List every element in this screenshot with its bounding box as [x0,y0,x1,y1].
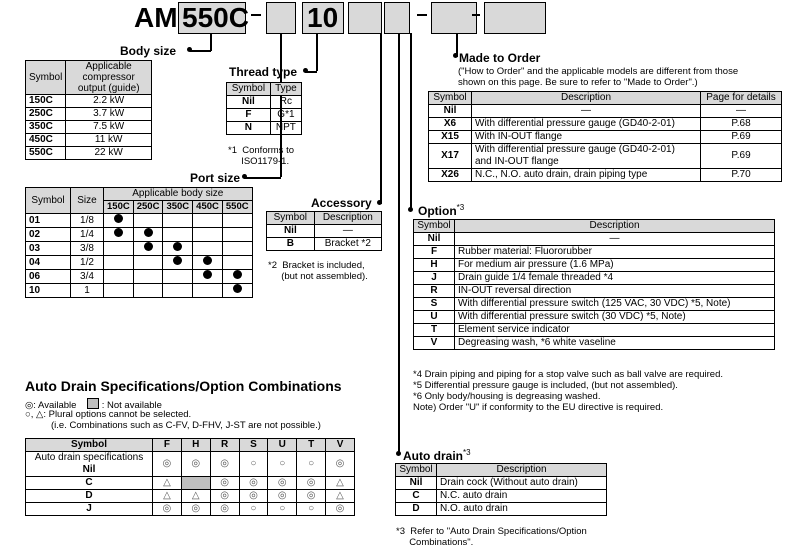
table-cell: Nil [429,105,472,118]
option-title [418,203,464,218]
connector-dot-autodrain [396,451,401,456]
option-note: Note) Order "U" if conformity to the EU directive is required. [413,402,664,413]
applicable-dot-icon [173,242,182,251]
connector-autodrain [398,33,400,455]
combination-cell: ◎ [153,503,182,516]
table-cell: With differential pressure switch (125 VAC, 30 VDC) *5, Note) [455,298,775,311]
table-cell [133,256,163,270]
combination-cell: ◎ [268,477,297,490]
combination-cell: ◎ [210,452,239,477]
connector-thread [316,33,318,71]
thread-type-title: Thread type [229,65,298,79]
table-row [26,452,355,477]
table-row [26,228,253,242]
col-header: Applicable compressor output (guide) [66,61,152,95]
applicable-dot-icon [233,284,242,293]
table-cell: Nil [227,96,271,109]
combination-cell: △ [326,477,355,490]
applicable-dot-icon [144,228,153,237]
table-cell: 2.2 kW [66,95,152,108]
table-row [26,490,355,503]
applicable-dot-icon [144,242,153,251]
table-cell [163,270,193,284]
applicable-dot-icon [114,214,123,223]
combination-cell: ◎ [181,452,210,477]
table-row [414,285,775,298]
accessory-note: *2 Bracket is included, (but not assembled). [268,260,368,282]
col-header: F [153,439,182,452]
table-cell [163,214,193,228]
table-cell: Element service indicator [455,324,775,337]
combination-cell: △ [181,490,210,503]
auto-drain-table [395,463,607,516]
table-row [26,270,253,284]
table-cell: X17 [429,144,472,169]
combination-cell: ◎ [210,477,239,490]
connector-dot-port [242,174,247,179]
combination-cell: ◎ [239,477,268,490]
table-cell [222,284,252,298]
table-cell: 550C [26,147,66,160]
port-size-table [25,187,253,298]
table-cell: Rubber material: Fluororubber [455,246,775,259]
combination-cell: ○ [239,452,268,477]
connector-accessory [380,33,382,203]
table-cell: B [267,238,315,251]
col-header: Size [71,188,104,214]
auto-drain-title [403,448,471,463]
table-cell: X6 [429,118,472,131]
table-cell [133,228,163,242]
table-cell [222,256,252,270]
table-cell: Drain cock (Without auto drain) [437,477,607,490]
option-note: *4 Drain piping and piping for a stop valve such as ball valve are required. [413,369,723,380]
table-cell [104,214,134,228]
row-label: Auto drain specifications [34,452,144,463]
table-cell: H [414,259,455,272]
model-body: 550C [182,2,249,33]
table-cell: G*1 [270,109,301,122]
combinations-legend-not-available: : Not available [101,400,162,411]
table-cell [193,214,223,228]
table-cell [104,228,134,242]
combinations-title: Auto Drain Specifications/Option Combinations [25,378,342,394]
table-cell [104,270,134,284]
table-cell: IN-OUT reversal direction [455,285,775,298]
accessory-title: Accessory [311,196,372,210]
table-cell [163,284,193,298]
table-cell [222,228,252,242]
combination-cell: ◎ [297,490,326,503]
connector-option [410,33,412,211]
option-notes [413,369,723,413]
col-header: Page for details [701,92,782,105]
table-row [414,324,775,337]
table-cell: N.C., N.O. auto drain, drain piping type [472,169,701,182]
body-col-header: 250C [133,201,163,214]
model-dash-1 [251,14,261,16]
applicable-dot-icon [203,270,212,279]
thread-type-table [226,82,302,135]
table-cell: 10 [26,284,71,298]
col-header: Description [437,464,607,477]
combination-cell: ○ [297,503,326,516]
body-col-header: 350C [163,201,193,214]
table-row [26,242,253,256]
table-cell [104,242,134,256]
option-note: *5 Differential pressure gauge is included, (but not assembled). [413,380,678,391]
table-cell: 03 [26,242,71,256]
model-dash-2 [417,14,427,16]
combination-cell [181,477,210,490]
accessory-table [266,211,382,251]
port-size-title: Port size [190,171,241,185]
table-cell [133,242,163,256]
table-cell [133,270,163,284]
table-cell: 3.7 kW [66,108,152,121]
table-cell: S [414,298,455,311]
table-cell [104,284,134,298]
combinations-legend-2: ○, △: Plural options cannot be selected. [25,409,192,420]
combination-cell: △ [326,490,355,503]
table-cell: 11 kW [66,134,152,147]
table-cell [26,490,153,503]
combination-cell: △ [153,477,182,490]
table-cell: X15 [429,131,472,144]
thread-type-box [266,2,296,34]
col-header: Symbol [429,92,472,105]
col-header: Symbol [267,212,315,225]
made-to-order-box [484,2,546,34]
table-cell: 1/2 [71,256,104,270]
combination-cell: ◎ [297,477,326,490]
table-cell [163,256,193,270]
table-cell [193,270,223,284]
table-cell: 1/8 [71,214,104,228]
table-cell [193,284,223,298]
table-cell: C [396,490,437,503]
option-title-sup: *3 [456,203,465,212]
combination-cell: △ [153,490,182,503]
table-cell: V [414,337,455,350]
combination-cell: ◎ [326,503,355,516]
table-cell: P.68 [701,118,782,131]
table-cell: — [455,233,775,246]
auto-drain-box [384,2,410,34]
body-size-table [25,60,152,160]
row-symbol: J [86,503,92,514]
table-cell [193,242,223,256]
connector-dot-thread [303,68,308,73]
table-row [26,284,253,298]
col-header: Description [455,220,775,233]
table-cell: F [227,109,271,122]
combination-cell: ◎ [210,503,239,516]
table-cell [222,214,252,228]
table-cell [26,452,153,477]
table-cell: With differential pressure switch (30 VDC) *5, Note) [455,311,775,324]
col-header: R [210,439,239,452]
table-row [414,246,775,259]
col-header: T [297,439,326,452]
table-cell: For medium air pressure (1.6 MPa) [455,259,775,272]
table-row [26,256,253,270]
combination-cell: ◎ [153,452,182,477]
table-cell: Drain guide 1/4 female threaded *4 [455,272,775,285]
table-cell: X26 [429,169,472,182]
connector-body [210,33,212,51]
table-row [414,233,775,246]
made-to-order-table [428,91,782,182]
table-cell: 04 [26,256,71,270]
auto-drain-title-text: Auto drain [403,449,463,463]
table-cell: 450C [26,134,66,147]
table-cell: With differential pressure gauge (GD40-2-01) [472,118,701,131]
model-port: 10 [307,2,339,33]
table-row [26,477,355,490]
table-cell: P.69 [701,144,782,169]
table-cell [222,270,252,284]
combinations-table [25,438,355,516]
col-header: V [326,439,355,452]
table-cell: Degreasing wash, *6 white vaseline [455,337,775,350]
not-available-swatch [87,398,99,409]
connector-body-h [190,50,211,52]
col-header: Symbol [26,188,71,214]
combination-cell: ◎ [326,452,355,477]
body-size-title: Body size [120,44,177,58]
col-header: Symbol [414,220,455,233]
combination-cell: ◎ [210,490,239,503]
table-cell: 3/8 [71,242,104,256]
table-cell: 150C [26,95,66,108]
applicable-dot-icon [173,256,182,265]
table-cell: D [396,503,437,516]
table-row [26,503,355,516]
combination-cell: ◎ [239,490,268,503]
combination-cell: ○ [268,503,297,516]
table-row [414,272,775,285]
table-cell: R [414,285,455,298]
option-table [413,219,775,350]
table-cell: Nil [414,233,455,246]
combinations-legend-available: ◎: Available [25,400,77,411]
accessory-box [348,2,382,34]
combination-cell: ○ [239,503,268,516]
table-cell: 22 kW [66,147,152,160]
table-cell: Rc [270,96,301,109]
table-cell: U [414,311,455,324]
combination-cell: ◎ [268,490,297,503]
table-cell: 350C [26,121,66,134]
row-symbol: Nil [82,464,96,475]
col-header: Type [270,83,301,96]
table-cell [26,503,153,516]
table-cell: T [414,324,455,337]
connector-dot-option [408,207,413,212]
table-cell: 3/4 [71,270,104,284]
option-box [431,2,477,34]
col-header: Description [472,92,701,105]
auto-drain-title-sup: *3 [463,448,471,457]
table-cell [104,256,134,270]
table-cell [26,477,153,490]
combinations-legend-3: (i.e. Combinations such as C-FV, D-FHV, J-ST are not possible.) [51,420,321,431]
table-row [414,259,775,272]
auto-drain-note: *3 Refer to "Auto Drain Specifications/Option Combinations". [396,526,587,548]
combination-cell: ◎ [181,503,210,516]
table-cell: 01 [26,214,71,228]
table-cell: N [227,122,271,135]
table-cell: NPT [270,122,301,135]
col-header: Description [314,212,381,225]
combination-cell: ○ [297,452,326,477]
table-cell: Bracket *2 [314,238,381,251]
connector-port-h [244,177,281,179]
table-cell [193,228,223,242]
row-symbol: C [85,477,93,488]
connector-dot-mto [453,53,458,58]
combination-cell: ○ [268,452,297,477]
col-header: U [268,439,297,452]
table-cell [163,242,193,256]
table-cell [222,242,252,256]
table-cell: F [414,246,455,259]
table-cell [163,228,193,242]
body-col-header: 550C [222,201,252,214]
option-note: *6 Only body/housing is degreasing washed. [413,391,601,402]
applicable-dot-icon [203,256,212,265]
table-cell: 1/4 [71,228,104,242]
thread-type-note: *1 Conforms to ISO1179-1. [228,145,294,167]
made-to-order-title: Made to Order [459,51,541,65]
table-cell: 250C [26,108,66,121]
table-cell: Nil [267,225,315,238]
table-cell: 7.5 kW [66,121,152,134]
table-cell: — [314,225,381,238]
col-header: Symbol [26,439,153,452]
table-cell: N.O. auto drain [437,503,607,516]
col-header: Symbol [227,83,271,96]
table-cell: 06 [26,270,71,284]
table-cell [133,284,163,298]
body-col-header: 150C [104,201,134,214]
table-row [414,298,775,311]
col-header: S [239,439,268,452]
col-header: Symbol [396,464,437,477]
table-cell: With differential pressure gauge (GD40-2-01) and IN-OUT flange [472,144,701,169]
table-cell: — [472,105,701,118]
table-row [26,214,253,228]
table-cell: Nil [396,477,437,490]
table-cell: N.C. auto drain [437,490,607,503]
model-prefix: AM [134,2,178,33]
table-cell: 1 [71,284,104,298]
table-row [414,311,775,324]
table-cell: P.70 [701,169,782,182]
table-cell: P.69 [701,131,782,144]
table-row [414,337,775,350]
applicable-dot-icon [114,228,123,237]
col-header: H [181,439,210,452]
table-cell: With IN-OUT flange [472,131,701,144]
made-to-order-intro: ("How to Order" and the applicable models are different from those shown on this page. Be sure to refer to "Made to Order".) [458,66,739,88]
col-header: Symbol [26,61,66,95]
table-cell: 02 [26,228,71,242]
connector-dot-accessory [377,200,382,205]
table-cell [193,256,223,270]
table-cell: J [414,272,455,285]
body-col-header: 450C [193,201,223,214]
col-header: Applicable body size [104,188,253,201]
row-symbol: D [85,490,93,501]
option-title-text: Option [418,204,457,218]
applicable-dot-icon [233,270,242,279]
table-cell: — [701,105,782,118]
model-dash-4 [472,14,480,16]
table-cell [133,214,163,228]
